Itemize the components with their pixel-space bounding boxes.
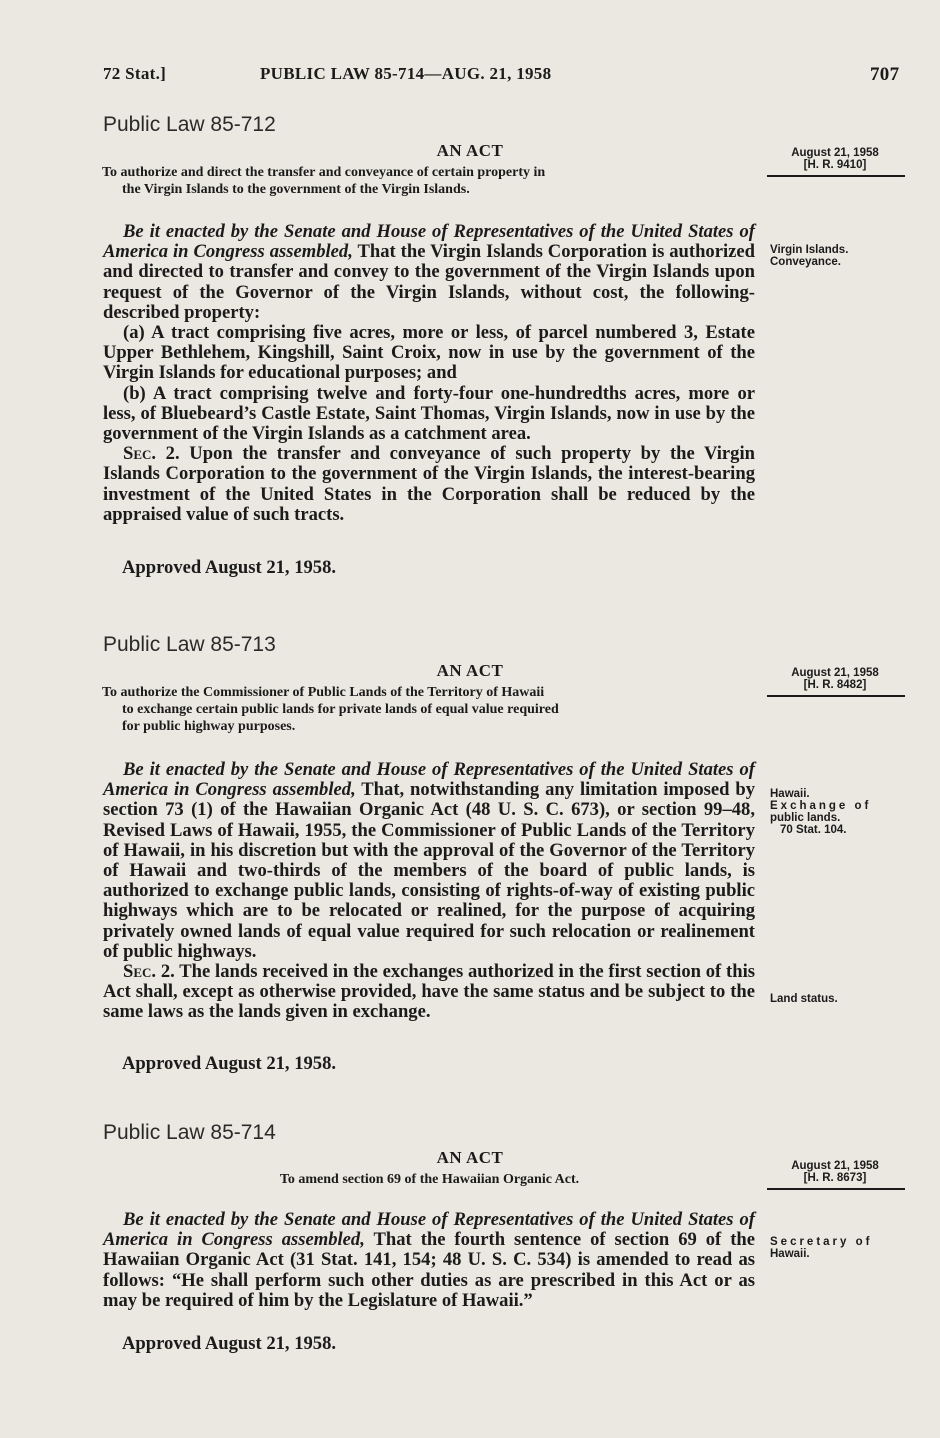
note-line: Hawaii.	[770, 788, 810, 800]
stamp-date: August 21, 1958	[791, 147, 879, 159]
act-body-85-713	[103, 760, 755, 1023]
act-heading-85-712: AN ACT	[436, 141, 504, 160]
act-body-85-712	[103, 222, 755, 525]
approved-date-85-713: Approved August 21, 1958.	[122, 1053, 337, 1074]
act-subtitle-85-714	[102, 1171, 757, 1188]
section-2-label: Sec. 2.	[123, 961, 175, 983]
section-2-text: Upon the transfer and conveyance of such property by the Virgin Islands Corporation to the government of the Virgin Islands, the interest-bearing investment of the United States in the Corporation shall be reduced by the appraised value of such tracts.	[103, 443, 755, 525]
subtitle-line: To amend section 69 of the Hawaiian Organic Act.	[279, 1172, 580, 1187]
stamp-rule	[767, 695, 905, 697]
act-body-85-714	[103, 1210, 755, 1311]
section-1-text: That the Virgin Islands Corporation is authorized and directed to transfer and convey to the government of the Virgin Islands upon request of the Governor of the Virgin Islands, without cost, the following-described property:	[103, 241, 755, 323]
running-head-title: PUBLIC LAW 85-714—AUG. 21, 1958	[260, 64, 552, 83]
law-title-85-713: Public Law 85-713	[103, 633, 276, 656]
law-title-85-714: Public Law 85-714	[103, 1121, 276, 1144]
item-a: (a) A tract comprising five acres, more or less, of parcel numbered 3, Estate Upper Bethlehem, Kingshill, Saint Croix, now in use by the government of the Virgin Islands for educational purposes; and	[103, 322, 755, 384]
subtitle-line: for public highway purposes.	[122, 719, 296, 734]
section-1	[103, 760, 755, 962]
note-line: public lands.	[770, 812, 841, 824]
section-1-text: That the fourth sentence of section 69 of the Hawaiian Organic Act (31 Stat. 141, 154; 48 U. S. C. 534) is amended to read as follows: “He shall perform such other duties as are prescribed in this Act or as may be required of him by the Legislature of Hawaii.”	[103, 1229, 755, 1311]
section-1	[103, 222, 755, 323]
enacting-clause: Be it enacted by the Senate and House of Representatives of the United States of America in Congress assembled,	[103, 1209, 755, 1251]
stamp-bill: [H. R. 8482]	[803, 679, 867, 691]
stamp-bill: [H. R. 9410]	[803, 159, 867, 171]
subtitle-line: to exchange certain public lands for private lands of equal value required	[122, 702, 559, 717]
stamp-bill: [H. R. 8673]	[803, 1172, 867, 1184]
subtitle-line: To authorize the Commissioner of Public Lands of the Territory of Hawaii	[102, 685, 545, 700]
act-heading-85-714: AN ACT	[436, 1148, 504, 1167]
margin-note-85-714	[770, 1236, 910, 1260]
law-title-85-712: Public Law 85-712	[103, 113, 276, 136]
enacting-clause: Be it enacted by the Senate and House of Representatives of the United States of America in Congress assembled,	[103, 759, 755, 801]
margin-note-85-712	[770, 244, 910, 268]
note-line: Virgin Islands.	[770, 244, 849, 256]
section-2	[103, 444, 755, 525]
section-1-text: That, notwithstanding any limitation imposed by section 73 (1) of the Hawaiian Organic Act (48 U. S. C. 673), or section 99–48, Revised Laws of Hawaii, 1955, the Commissioner of Public Lands of the Territory of Hawaii, in his discretion but with the approval of the Governor of the Territory of Hawaii and two-thirds of the members of the board of public lands, is authorized to exchange public lands, consisting of rights-of-way of existing public highways which are to be relocated or realined, for the purpose of acquiring privately owned lands of equal value required for such relocation or realinement of public highways.	[103, 779, 755, 962]
margin-stamp-85-714	[767, 1160, 903, 1190]
stamp-date: August 21, 1958	[791, 1160, 879, 1172]
subtitle-line: To authorize and direct the transfer and conveyance of certain property in	[102, 165, 546, 180]
running-head-volume: 72 Stat.]	[103, 64, 167, 83]
enacting-clause: Be it enacted by the Senate and House of Representatives of the United States of America in Congress assembled,	[103, 221, 755, 263]
act-subtitle-85-712	[102, 164, 757, 198]
margin-note-85-713	[770, 788, 910, 836]
margin-note-land-status: Land status.	[770, 993, 838, 1005]
section-2-text: The lands received in the exchanges authorized in the first section of this Act shall, except as otherwise provided, have the same status and be subject to the same laws as the lands given in exchange.	[103, 961, 755, 1023]
note-line: Secretary of	[770, 1236, 873, 1248]
section-2	[103, 962, 755, 1023]
act-heading-85-713: AN ACT	[436, 661, 504, 680]
stamp-rule	[767, 175, 905, 177]
note-line: Exchange of	[770, 800, 872, 812]
page-number: 707	[870, 64, 900, 85]
stamp-date: August 21, 1958	[791, 667, 879, 679]
note-line: 70 Stat. 104.	[780, 824, 847, 836]
approved-date-85-712: Approved August 21, 1958.	[122, 557, 337, 578]
note-line: Conveyance.	[770, 256, 841, 268]
margin-stamp-85-713	[767, 667, 903, 697]
approved-date-85-714: Approved August 21, 1958.	[122, 1333, 337, 1354]
section-1	[103, 1210, 755, 1311]
subtitle-line: the Virgin Islands to the government of the Virgin Islands.	[122, 182, 470, 197]
note-line: Hawaii.	[770, 1248, 810, 1260]
item-b: (b) A tract comprising twelve and forty-four one-hundredths acres, more or less, of Bluebeard’s Castle Estate, Saint Thomas, Virgin Islands, now in use by the government of the Virgin Islands as a catchment area.	[103, 382, 755, 445]
act-subtitle-85-713	[102, 684, 757, 735]
margin-stamp-85-712	[767, 147, 903, 177]
section-2-label: Sec. 2.	[123, 443, 180, 465]
stamp-rule	[767, 1188, 905, 1190]
